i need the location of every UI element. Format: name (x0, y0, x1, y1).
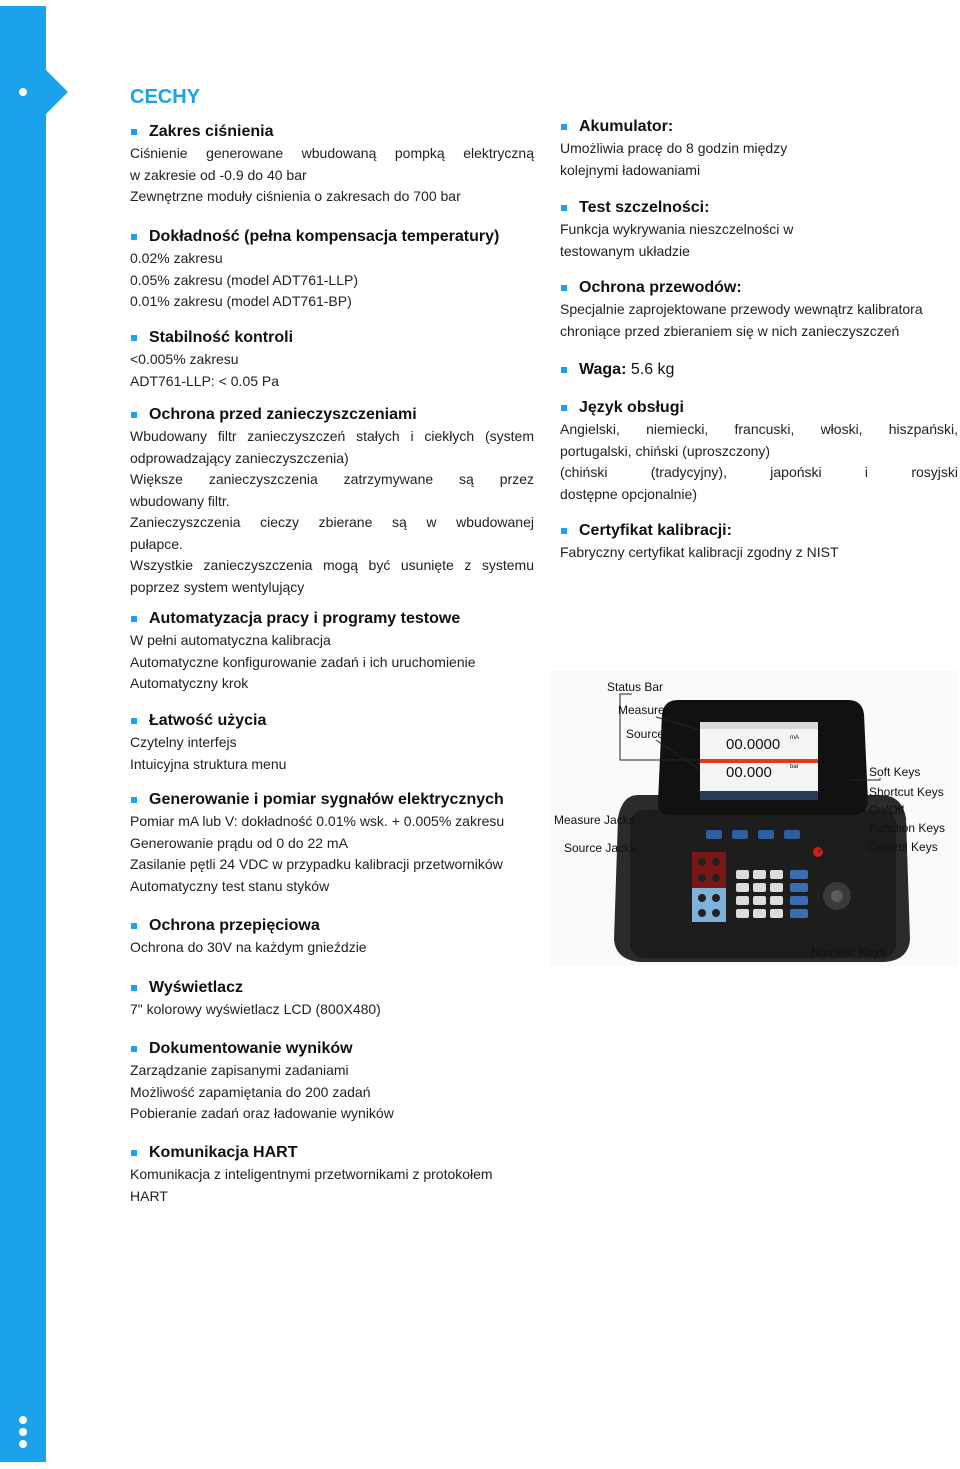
feature-title-text: Generowanie i pomiar sygnałów elektrycznych (149, 791, 504, 808)
feature-title-text: Zakres ciśnienia (149, 123, 274, 140)
feature-line: Pomiar mA lub V: dokładność 0.01% wsk. + 0.005% zakresu (130, 813, 505, 829)
feature-line: testowanym układzie (560, 242, 690, 259)
callout-status-bar: Status Bar (607, 680, 664, 694)
feature-section (130, 710, 534, 775)
feature-line: Automatyczny krok (130, 675, 249, 691)
feature-section (130, 789, 534, 897)
feature-line: Fabryczny certyfikat kalibracji zgodny z NIST (560, 544, 839, 560)
feature-line: Intuicyjna struktura menu (130, 755, 287, 772)
feature-line: dostępne opcjonalnie) (560, 485, 697, 502)
square-bullet-icon (561, 285, 567, 291)
feature-title-text: Automatyzacja pracy i programy testowe (149, 610, 461, 627)
feature-line: Automatyczne konfigurowanie zadań i ich uruchomienie (130, 653, 476, 670)
feature-title (149, 406, 417, 424)
feature-title-text: Łatwość użycia (149, 712, 267, 729)
feature-line: 0.02% zakresu (130, 250, 223, 266)
feature-line: Zanieczyszczenia cieczy zbierane są w wbudowanej (130, 514, 534, 530)
screen-source-value: 00.000 (726, 764, 772, 781)
feature-heading (130, 915, 534, 937)
feature-title (149, 791, 504, 809)
feature-line: Ochrona do 30V na każdym gnieździe (130, 939, 367, 955)
page-title: CECHY (130, 86, 201, 108)
side-dot (19, 1416, 27, 1424)
callout-control-keys: Control Keys (869, 840, 938, 854)
feature-section (560, 397, 958, 505)
feature-line: ADT761-LLP: < 0.05 Pa (130, 372, 280, 389)
feature-section (560, 197, 958, 262)
side-dot (19, 1428, 27, 1436)
feature-title (149, 123, 274, 141)
feature-heading (130, 121, 534, 143)
feature-heading (560, 116, 958, 138)
square-bullet-icon (131, 1150, 137, 1156)
feature-line: Większe zanieczyszczenia zatrzymywane są przez (130, 471, 534, 487)
feature-heading (130, 1142, 534, 1164)
feature-heading (560, 277, 958, 299)
feature-line: W pełni automatyczna kalibracja (130, 632, 331, 648)
feature-line: pułapce. (130, 535, 183, 552)
feature-section (130, 1142, 534, 1207)
screen-source-unit: bar (790, 764, 799, 770)
feature-line: Funkcja wykrywania nieszczelności w (560, 221, 794, 237)
feature-section (130, 977, 534, 1021)
square-bullet-icon (131, 985, 137, 991)
feature-title (149, 228, 499, 246)
feature-title (149, 712, 266, 730)
side-bar-notch (46, 70, 68, 114)
feature-section (560, 277, 958, 342)
square-bullet-icon (131, 923, 137, 929)
square-bullet-icon (131, 1046, 137, 1052)
feature-heading (560, 520, 958, 542)
feature-line: Automatyczny test stanu styków (130, 877, 330, 894)
feature-title (149, 917, 320, 935)
feature-heading (130, 404, 534, 426)
feature-line: Komunikacja z inteligentnymi przetwornikami z protokołem (130, 1166, 493, 1182)
feature-title (149, 1040, 353, 1058)
square-bullet-icon (561, 405, 567, 411)
feature-line: (chiński (tradycyjny), japoński i rosyjski (560, 464, 958, 480)
feature-line: portugalski, chiński (uproszczony) (560, 442, 771, 459)
callout-source: Source (626, 727, 665, 741)
feature-title (149, 610, 460, 628)
feature-line: poprzez system wentylujący (130, 578, 305, 595)
feature-heading (560, 397, 958, 419)
feature-title (579, 522, 732, 540)
feature-title-text: Ochrona przed zanieczyszczeniami (149, 406, 417, 423)
feature-title (149, 979, 243, 997)
square-bullet-icon (561, 124, 567, 130)
side-dot (19, 1440, 27, 1448)
square-bullet-icon (131, 718, 137, 724)
callout-function-keys: Function Keys (869, 821, 946, 835)
side-dot (19, 88, 27, 96)
square-bullet-icon (131, 412, 137, 418)
feature-heading (130, 1038, 534, 1060)
feature-section (130, 327, 534, 392)
square-bullet-icon (561, 367, 567, 373)
feature-title-text: Ochrona przewodów: (579, 279, 742, 296)
callout-measure: Measure (618, 703, 665, 717)
feature-title (579, 118, 673, 136)
side-accent-bar (0, 6, 46, 1462)
feature-line: Zewnętrzne moduły ciśnienia o zakresach do 700 bar (130, 188, 461, 204)
feature-line: Generowanie prądu od 0 do 22 mA (130, 834, 348, 851)
feature-title-text: Wyświetlacz (149, 979, 243, 996)
feature-title-text: Dokumentowanie wyników (149, 1040, 353, 1057)
feature-line: 0.05% zakresu (model ADT761-LLP) (130, 271, 358, 288)
feature-title-text: Komunikacja HART (149, 1144, 298, 1161)
callout-measure-jacks: Measure Jacks (554, 813, 635, 827)
feature-heading (130, 226, 534, 248)
square-bullet-icon (561, 205, 567, 211)
feature-heading (130, 327, 534, 349)
feature-section (130, 121, 534, 208)
square-bullet-icon (561, 528, 567, 534)
feature-section (130, 404, 534, 598)
square-bullet-icon (131, 797, 137, 803)
feature-line: Specjalnie zaprojektowane przewody wewnątrz kalibratora (560, 301, 923, 317)
feature-heading (130, 977, 534, 999)
feature-section (130, 226, 534, 313)
feature-line: wbudowany filtr. (130, 492, 230, 509)
square-bullet-icon (131, 234, 137, 240)
feature-heading (560, 359, 958, 381)
feature-heading (130, 710, 534, 732)
feature-line: Wbudowany filtr zanieczyszczeń stałych i ciekłych (system (130, 428, 534, 444)
callout-numeric-keys: Numeric Keys (811, 945, 886, 959)
feature-title-text: Akumulator: (579, 118, 674, 135)
feature-title-text: Waga: (579, 361, 627, 378)
feature-section (560, 520, 958, 564)
feature-line: <0.005% zakresu (130, 351, 239, 367)
feature-title (579, 279, 742, 297)
feature-title (579, 199, 709, 217)
feature-heading (130, 789, 534, 811)
calibrator-photo (550, 670, 958, 966)
feature-line: Zarządzanie zapisanymi zadaniami (130, 1062, 349, 1078)
callout-soft-keys: Soft Keys (869, 765, 921, 779)
feature-title-text: Stabilność kontroli (149, 329, 294, 346)
feature-title (149, 329, 293, 347)
feature-line: Ciśnienie generowane wbudowaną pompką elektryczną (130, 145, 534, 161)
feature-section (130, 915, 534, 959)
feature-title-text: Test szczelności: (579, 199, 710, 216)
feature-line: odprowadzający zanieczyszczenia) (130, 449, 349, 466)
feature-line: chroniące przed zbieraniem się w nich zanieczyszczeń (560, 322, 900, 339)
feature-line: Pobieranie zadań oraz ładowanie wyników (130, 1105, 394, 1121)
feature-line: HART (130, 1187, 168, 1204)
callout-on-off: On/Off (869, 803, 905, 817)
feature-line: Wszystkie zanieczyszczenia mogą być usunięte z systemu (130, 557, 534, 573)
feature-title-text: Certyfikat kalibracji: (579, 522, 732, 539)
square-bullet-icon (131, 335, 137, 341)
square-bullet-icon (131, 616, 137, 622)
feature-heading (130, 608, 534, 630)
feature-line: kolejnymi ładowaniami (560, 161, 701, 178)
feature-line: Możliwość zapamiętania do 200 zadań (130, 1083, 371, 1100)
feature-section (130, 1038, 534, 1125)
screen-measure-unit: mA (790, 735, 799, 741)
callout-shortcut-keys: Shortcut Keys (869, 785, 944, 799)
feature-section (560, 359, 958, 381)
screen-measure-value: 00.0000 (726, 736, 781, 753)
feature-section (560, 116, 958, 181)
feature-line: 0.01% zakresu (model ADT761-BP) (130, 293, 352, 309)
feature-title-text: Dokładność (pełna kompensacja temperatury) (149, 228, 500, 245)
feature-title (149, 1144, 297, 1162)
feature-line: w zakresie od -0.9 do 40 bar (130, 166, 307, 183)
feature-heading (560, 197, 958, 219)
feature-title (579, 361, 674, 379)
feature-title (579, 399, 684, 417)
feature-line: Zasilanie pętli 24 VDC w przypadku kalibracji przetworników (130, 856, 503, 872)
feature-title-text: Język obsługi (579, 399, 684, 416)
feature-title-text: Ochrona przepięciowa (149, 917, 320, 934)
square-bullet-icon (131, 129, 137, 135)
feature-line: Czytelny interfejs (130, 734, 237, 750)
callout-source-jacks: Source Jacks (564, 841, 637, 855)
feature-line: Angielski, niemiecki, francuski, włoski, hiszpański, (560, 421, 958, 437)
feature-line: Umożliwia pracę do 8 godzin między (560, 140, 788, 156)
feature-section (130, 608, 534, 695)
feature-line: 7" kolorowy wyświetlacz LCD (800X480) (130, 1001, 381, 1017)
feature-value: 5.6 kg (626, 361, 675, 378)
